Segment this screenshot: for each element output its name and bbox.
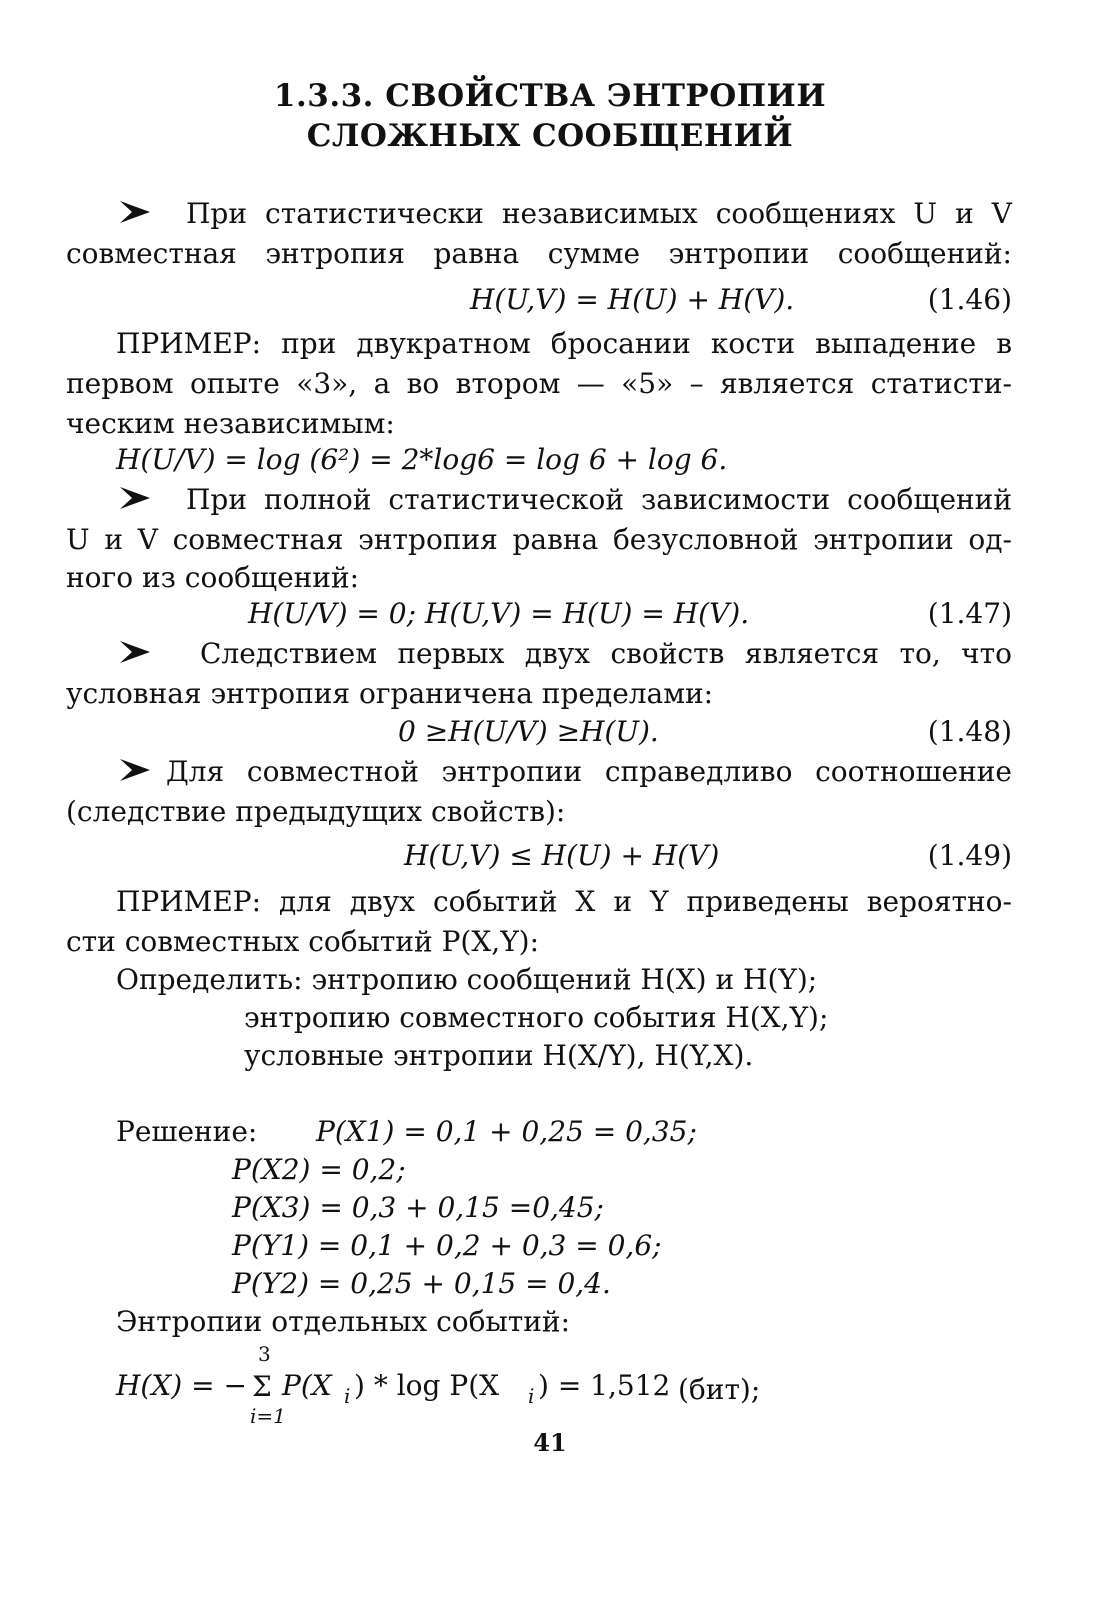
ex2-line-3: Определить: энтропию сообщений H(X) и H(Y); bbox=[116, 963, 818, 996]
page-number: 41 bbox=[533, 1428, 567, 1457]
bullet-arrow-icon bbox=[118, 638, 158, 668]
solution-eq-px2: P(X2) = 0,2; bbox=[232, 1153, 406, 1186]
hx-unit: (бит); bbox=[678, 1373, 761, 1406]
hx-subscript-i-2: i bbox=[528, 1384, 535, 1408]
equation-number-1-48: (1.48) bbox=[927, 715, 1012, 748]
sum-lower-limit: i=1 bbox=[250, 1404, 286, 1428]
equation-number-1-49: (1.49) bbox=[927, 839, 1012, 872]
solution-label: Решение: bbox=[116, 1115, 258, 1148]
bullet-arrow-icon bbox=[118, 198, 158, 228]
solution-eq-px3: P(X3) = 0,3 + 0,15 =0,45; bbox=[232, 1191, 604, 1224]
p3-line-2: условная энтропия ограничена пределами: bbox=[66, 677, 714, 710]
ex2-line-5: условные энтропии H(X/Y), H(Y,X). bbox=[244, 1039, 754, 1072]
p4-line-1: Для совместной энтропии справедливо соотношение bbox=[166, 755, 1012, 788]
p2-line-1: При полной статистической зависимости сообщений bbox=[186, 483, 1012, 516]
heading-line-2: СЛОЖНЫХ СООБЩЕНИЙ bbox=[306, 118, 794, 154]
ex1-line-1: ПРИМЕР: при двукратном бросании кости выпадение в bbox=[116, 327, 1012, 360]
hx-formula-mid: ) * log P(X bbox=[354, 1369, 500, 1402]
ex2-line-2: сти совместных событий P(X,Y): bbox=[66, 925, 540, 958]
ex1-line-2: первом опыте «3», а во втором — «5» – является статисти- bbox=[66, 367, 1012, 400]
heading-line-1: 1.3.3. СВОЙСТВА ЭНТРОПИИ bbox=[273, 78, 827, 114]
bullet-arrow-icon bbox=[118, 756, 158, 786]
equation-1-48: 0 ≥H(U/V) ≥H(U). bbox=[398, 715, 659, 748]
hx-formula-result: ) = 1,512 bbox=[538, 1369, 671, 1402]
equation-1-49: H(U,V) ≤ H(U) + H(V) bbox=[404, 839, 720, 872]
p2-line-3: ного из сообщений: bbox=[66, 561, 360, 594]
ex1-line-3: ческим независимым: bbox=[66, 407, 395, 440]
sigma-icon: Σ bbox=[252, 1370, 272, 1403]
equation-number-1-47: (1.47) bbox=[927, 597, 1012, 630]
p4-line-2: (следствие предыдущих свойств): bbox=[66, 795, 566, 828]
hx-subscript-i: i bbox=[344, 1384, 351, 1408]
ex2-line-1: ПРИМЕР: для двух событий X и Y приведены вероятно- bbox=[116, 885, 1012, 918]
p1-line-1: При статистически независимых сообщениях U и V bbox=[186, 197, 1012, 230]
equation-1-46: H(U,V) = H(U) + H(V). bbox=[470, 283, 795, 316]
section-heading bbox=[0, 76, 1100, 156]
ex1-equation: H(U/V) = log (6²) = 2*log6 = log 6 + log 6. bbox=[116, 443, 728, 476]
solution-eq-px1: P(X1) = 0,1 + 0,25 = 0,35; bbox=[316, 1115, 697, 1148]
sum-upper-limit: 3 bbox=[258, 1342, 271, 1366]
solution-eq-py2: P(Y2) = 0,25 + 0,15 = 0,4. bbox=[232, 1267, 611, 1300]
ex2-line-4: энтропию совместного события H(X,Y); bbox=[244, 1001, 829, 1034]
equation-1-47: H(U/V) = 0; H(U,V) = H(U) = H(V). bbox=[248, 597, 750, 630]
hx-formula-p: P(X bbox=[282, 1369, 332, 1402]
p3-line-1: Следствием первых двух свойств является то, что bbox=[200, 637, 1012, 670]
entropies-label: Энтропии отдельных событий: bbox=[116, 1305, 571, 1338]
equation-number-1-46: (1.46) bbox=[927, 283, 1012, 316]
p2-line-2: U и V совместная энтропия равна безусловной энтропии од- bbox=[66, 523, 1012, 556]
hx-formula-left: H(X) = − bbox=[116, 1369, 247, 1402]
solution-eq-py1: P(Y1) = 0,1 + 0,2 + 0,3 = 0,6; bbox=[232, 1229, 662, 1262]
bullet-arrow-icon bbox=[118, 484, 158, 514]
p1-line-2: совместная энтропия равна сумме энтропии сообщений: bbox=[66, 237, 1012, 270]
